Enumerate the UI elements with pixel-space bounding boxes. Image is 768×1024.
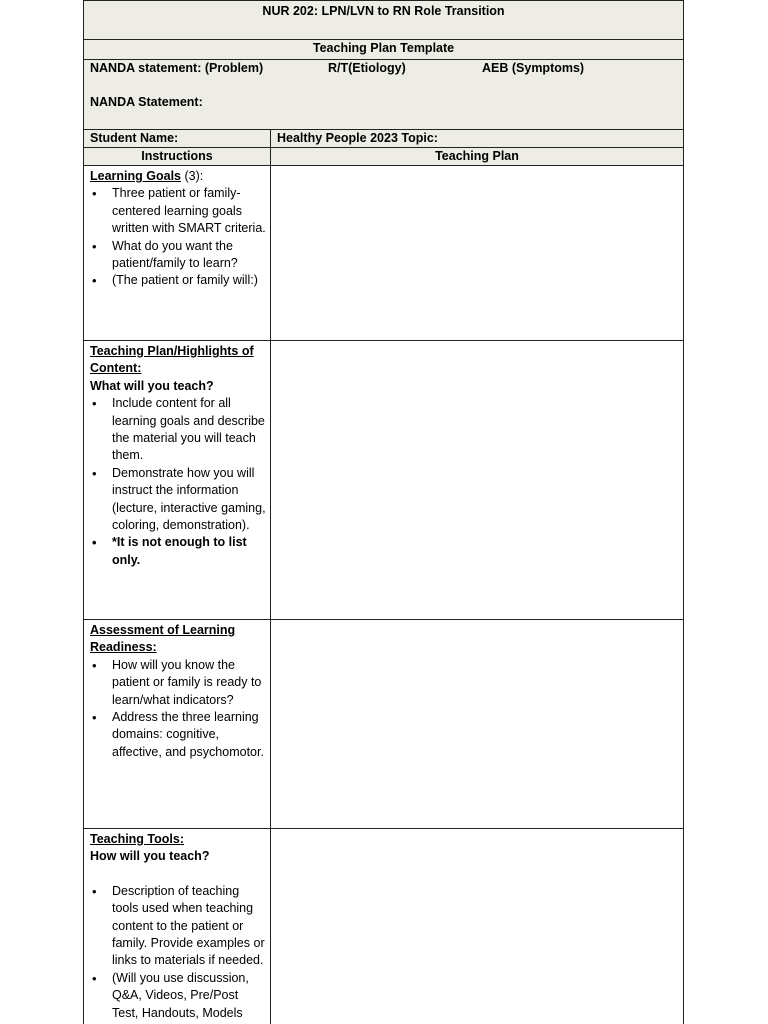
student-name-label: Student Name: xyxy=(90,131,179,145)
course-title-row xyxy=(83,0,684,39)
assessment-instructions xyxy=(84,620,271,828)
symptoms-label: AEB (Symptoms) xyxy=(482,61,585,75)
teaching-tools-plan-cell[interactable] xyxy=(271,829,683,1024)
list-item: • Three patient or family-centered learning goals written with SMART criteria. xyxy=(112,185,266,237)
list-item: • Description of teaching tools used when teaching content to the patient or family. Provide examples or links to materials if needed. xyxy=(112,883,266,970)
list-item: • How will you know the patient or family is ready to learn/what indicators? xyxy=(112,657,266,709)
list-item: • (The patient or family will:) xyxy=(112,272,266,289)
healthy-people-cell xyxy=(271,130,683,147)
teaching-plan-row xyxy=(83,340,684,619)
list-item: • Demonstrate how you will instruct the information (lecture, interactive gaming, coloring, demonstration). xyxy=(112,465,266,535)
template-title: Teaching Plan Template xyxy=(312,41,455,55)
teaching-plan-instructions xyxy=(84,341,271,619)
student-name-row xyxy=(83,129,684,147)
learning-goals-suffix: (3): xyxy=(181,169,204,183)
assessment-list xyxy=(90,657,266,761)
teaching-plan-content-cell[interactable] xyxy=(271,341,683,619)
teaching-plan-list xyxy=(90,395,266,569)
learning-goals-row xyxy=(83,165,684,340)
instructions-header-text: Instructions xyxy=(141,149,213,163)
teaching-tools-list xyxy=(90,883,266,1022)
nanda-row xyxy=(83,59,684,129)
learning-goals-list xyxy=(90,185,266,289)
learning-goals-title: Learning Goals xyxy=(90,169,181,183)
assessment-title: Assessment of Learning Readiness: xyxy=(90,623,236,655)
teaching-plan-column-header xyxy=(271,148,683,165)
teaching-tools-subtitle: How will you teach? xyxy=(90,849,210,864)
list-item: • Include content for all learning goals and describe the material you will teach them. xyxy=(112,395,266,465)
teaching-tools-title: Teaching Tools: xyxy=(90,832,184,846)
assessment-plan-cell[interactable] xyxy=(271,620,683,828)
teaching-tools-row xyxy=(83,828,684,1024)
nanda-problem-label: NANDA statement: (Problem) xyxy=(90,61,264,75)
etiology-label: R/T(Etiology) xyxy=(328,61,406,75)
learning-goals-instructions xyxy=(84,166,271,340)
learning-goals-plan-cell[interactable] xyxy=(271,166,683,340)
teaching-plan-document xyxy=(83,0,684,1024)
teaching-plan-title: Teaching Plan/Highlights of Content: xyxy=(90,344,254,376)
course-title: NUR 202: LPN/LVN to RN Role Transition xyxy=(262,4,505,18)
healthy-people-label: Healthy People 2023 Topic: xyxy=(277,131,438,145)
teaching-plan-subtitle: What will you teach? xyxy=(90,378,214,393)
instructions-column-header xyxy=(84,148,271,165)
list-item: • What do you want the patient/family to learn? xyxy=(112,238,266,273)
column-header-row xyxy=(83,147,684,165)
list-item: • (Will you use discussion, Q&A, Videos, Pre/Post Test, Handouts, Models xyxy=(112,970,266,1022)
list-item: • Address the three learning domains: cognitive, affective, and psychomotor. xyxy=(112,709,266,761)
template-title-row xyxy=(83,39,684,59)
teaching-tools-instructions xyxy=(84,829,271,1024)
list-item: • *It is not enough to list only. xyxy=(112,534,266,569)
student-name-cell xyxy=(84,130,271,147)
teaching-plan-header-text: Teaching Plan xyxy=(435,149,519,163)
nanda-statement-label: NANDA Statement: xyxy=(90,95,203,109)
assessment-row xyxy=(83,619,684,828)
